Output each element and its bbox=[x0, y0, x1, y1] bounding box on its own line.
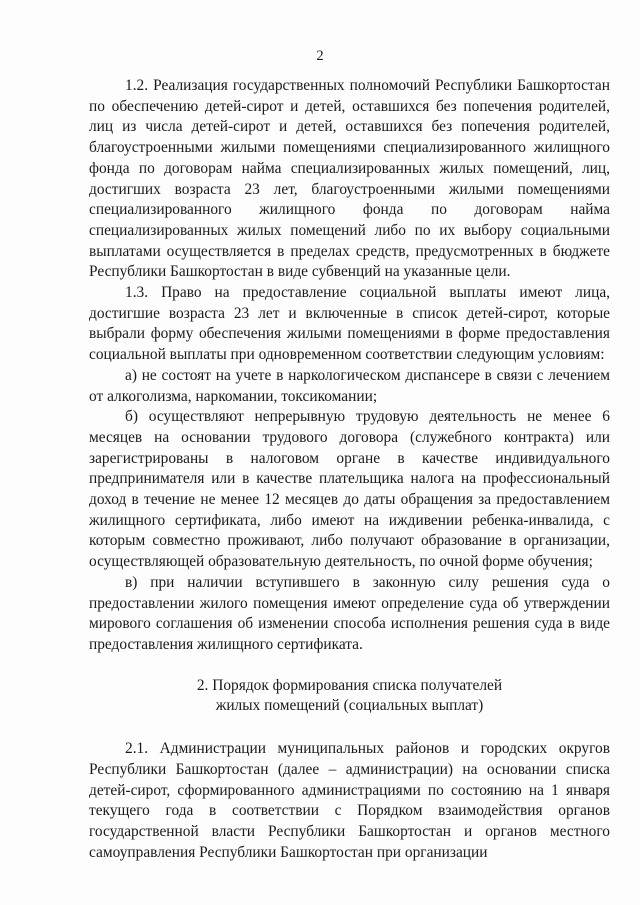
condition-b: б) осуществляют непрерывную трудовую деятельность не менее 6 месяцев на основании трудового договора (служебного контракта) или зарегистрированы в налоговом органе в качестве индивидуального предпринимателя или в качестве плательщика налога на профессиональный доход в течение не менее 12 месяцев до даты обращения за предоставлением жилищного сертификата, либо имеют на иждивении ребенка-инвалида, с которым совместно проживают, либо получают образование в организации, осуществляющей образовательную деятельность, по очной форме обучения; bbox=[89, 408, 610, 571]
condition-a: а) не состоят на учете в наркологическом диспансере в связи с лечением от алкоголизма, наркомании, токсикомании; bbox=[89, 366, 610, 405]
section-heading-line-2: жилых помещений (социальных выплат) bbox=[215, 697, 484, 715]
section-heading bbox=[89, 676, 610, 717]
condition-c: в) при наличии вступившего в законную силу решения суда о предоставлении жилого помещения имеют определение суда об утверждении мирового соглашения об изменении способа исполнения решения суда в виде предоставления жилищного сертификата. bbox=[89, 573, 610, 653]
paragraph-1-3: 1.3. Право на предоставление социальной выплаты имеют лица, достигшие возраста 23 лет и включенные в список детей-сирот, которые выбрали форму обеспечения жилыми помещениями в форме предоставления социальной выплаты при одновременном соответствии следующим условиям: bbox=[89, 284, 610, 364]
section-heading-line-1: 2. Порядок формирования списка получателей bbox=[196, 676, 503, 694]
page-number: 2 bbox=[316, 48, 324, 64]
document-body bbox=[89, 76, 610, 863]
paragraph-2-1: 2.1. Администрации муниципальных районов и городских округов Республики Башкортостан (далее – администрации) на основании списка детей-сирот, сформированного администрациями по состоянию на 1 января текущего года в соответствии с Порядком взаимодействия органов государственной власти Республики Башкортостан и органов местного самоуправления Республики Башкортостан при организации bbox=[89, 740, 610, 861]
paragraph-1-2: 1.2. Реализация государственных полномочий Республики Башкортостан по обеспечению детей-сирот и детей, оставшихся без попечения родителей, лиц из числа детей-сирот и детей, оставшихся без попечения родителей, благоустроенными жилыми помещениями специализированного жилищного фонда по договорам найма специализированных жилых помещений, лиц, достигших возраста 23 лет, благоустроенными жилыми помещениями специализированного жилищного фонда по договорам найма специализированных жилых помещений либо по их выбору социальными выплатами осуществляется в пределах средств, предусмотренных в бюджете Республики Башкортостан в виде субвенций на указанные цели. bbox=[89, 77, 610, 281]
